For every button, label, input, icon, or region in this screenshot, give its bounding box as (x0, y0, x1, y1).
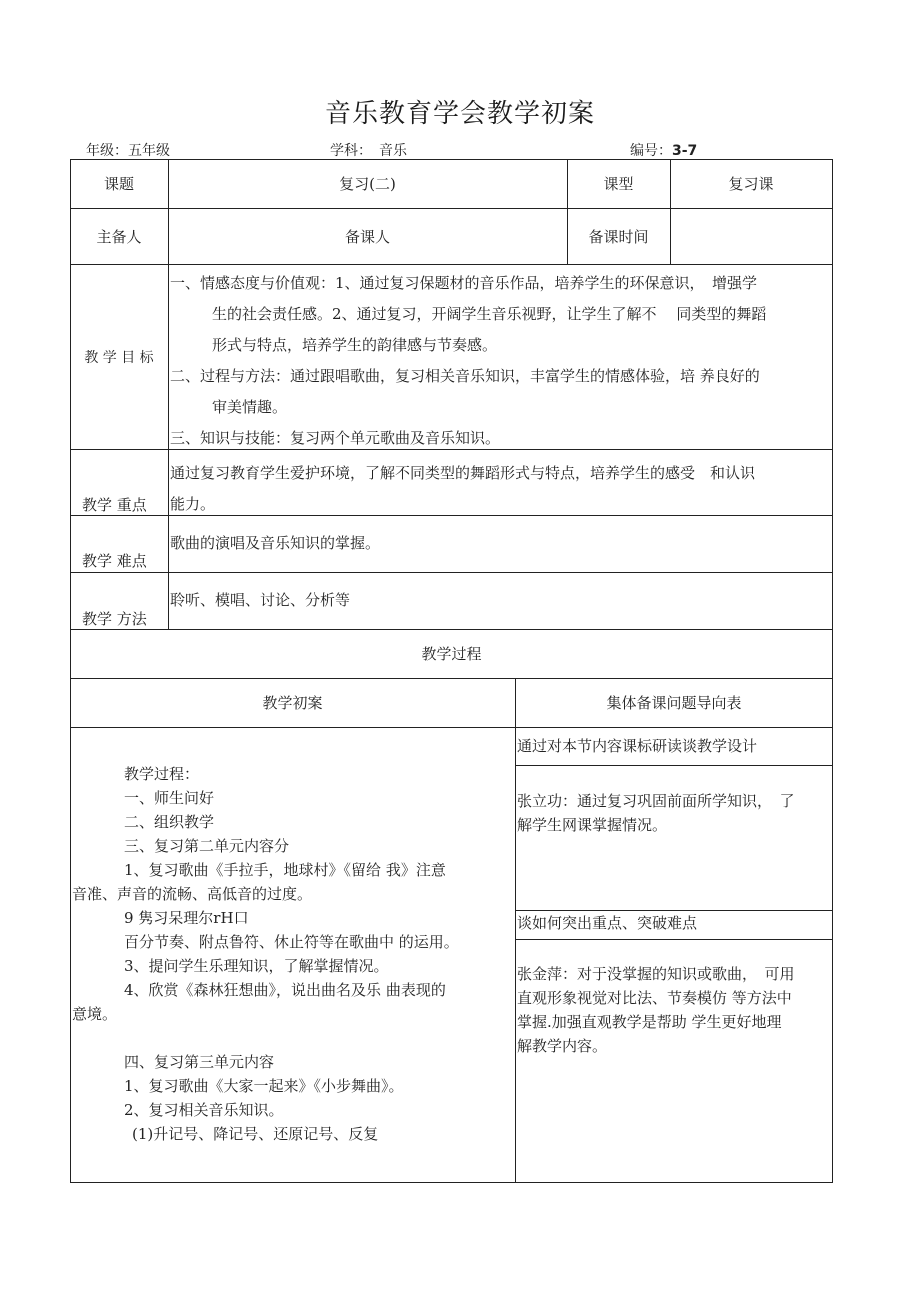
comment-line: 直观形象视觉对比法、节奏模仿 等方法中 (517, 989, 792, 1007)
draft-line: 意境。 (72, 1005, 118, 1023)
table-rule (515, 939, 833, 940)
table-border-bottom (70, 1182, 833, 1183)
method-content: 聆听、模唱、讨论、分析等 (170, 591, 351, 609)
draft-line: 四、复习第三单元内容 (124, 1053, 275, 1071)
draft-line: 1、复习歌曲《手拉手，地球村》《留给 我》注意 (124, 861, 446, 879)
draft-line: 教学过程： (124, 765, 200, 783)
preparer-label: 备课人 (344, 227, 390, 246)
prep-time-value (670, 208, 832, 264)
draft-line: 4、欣赏《森林狂想曲》，说出曲名及乐 曲表现的 (124, 981, 446, 999)
table-rule (70, 572, 833, 573)
comment-line: 张金萍：对于没掌握的知识或歌曲， 可用 (517, 965, 795, 983)
lesson-draft-content (72, 762, 512, 1146)
key-point-line: 通过复习教育学生爱护环境，了解不同类型的舞蹈形式与特点，培养学生的感受 和认识 (170, 464, 756, 482)
process-header: 教学过程 (421, 645, 482, 663)
type-label: 课型 (603, 175, 634, 193)
main-preparer-label: 主备人 (96, 227, 142, 246)
table-rule (70, 264, 833, 265)
draft-line: 2、复习相关音乐知识。 (124, 1101, 284, 1119)
subject-label: 学科： 音乐 (330, 143, 407, 159)
table-rule (70, 727, 833, 728)
comment-line: 张立功：通过复习巩固前面所学知识， 了 (517, 792, 795, 810)
draft-line: 3、提问学生乐理知识，了解掌握情况。 (124, 957, 389, 975)
key-points-content (170, 458, 832, 520)
key-difficulty-prompt: 谈如何突出重点、突破难点 (517, 914, 698, 932)
type-value: 复习课 (728, 175, 774, 193)
comment-zhang-jinping (517, 962, 831, 1058)
comment-line: 解学生网课掌握情况。 (517, 816, 668, 834)
draft-blank-line (72, 1026, 512, 1050)
draft-line: 9 隽习呆理尔rH口 (124, 909, 249, 927)
number-value: 3-7 (672, 143, 698, 159)
goals-label: 教 学 目 标 (84, 349, 154, 366)
page-title: 音乐教育学会教学初案 (324, 99, 595, 129)
draft-line: 三、复习第二单元内容分 (124, 837, 290, 855)
design-discussion-prompt: 通过对本节内容课标研读谈教学设计 (517, 737, 758, 755)
goals-content (170, 268, 832, 454)
goal-line: 二、过程与方法：通过跟唱歌曲，复习相关音乐知识，丰富学生的情感体验，培 养良好的 (170, 367, 760, 385)
goal-line: 三、知识与技能：复习两个单元歌曲及音乐知识。 (170, 429, 501, 447)
comment-line: 解教学内容。 (517, 1037, 608, 1055)
goal-line: 形式与特点，培养学生的韵律感与节奏感。 (212, 336, 498, 354)
grade-label: 年级：五年级 (86, 143, 170, 159)
group-prep-header: 集体备课问题导向表 (606, 694, 742, 712)
key-point-line: 能力。 (170, 495, 216, 513)
difficulty-label: 教学 难点 (82, 552, 147, 570)
number-field (630, 140, 697, 160)
lesson-label: 课题 (103, 175, 134, 193)
table-rule (515, 678, 516, 1183)
goal-line: 审美情趣。 (212, 398, 288, 416)
draft-line: 音准、声音的流畅、高低音的过度。 (72, 885, 313, 903)
lesson-value: 复习(二) (339, 175, 396, 193)
draft-line: 二、组织教学 (124, 813, 215, 831)
key-points-label: 教学 重点 (82, 496, 147, 514)
number-label: 编号： (630, 143, 672, 159)
goal-line: 生的社会责任感。2、通过复习，开阔学生音乐视野，让学生了解不 同类型的舞蹈 (212, 305, 767, 323)
lesson-draft-header: 教学初案 (262, 694, 323, 712)
draft-line: 一、师生问好 (124, 789, 215, 807)
prep-time-label: 备课时间 (588, 227, 649, 246)
comment-line: 掌握.加强直观教学是帮助 学生更好地理 (517, 1013, 782, 1031)
method-label: 教学 方法 (82, 610, 147, 628)
goal-line: 一、情感态度与价值观：1、通过复习保题材的音乐作品，培养学生的环保意识， 增强学 (170, 274, 758, 292)
draft-line: 百分节奏、附点鲁符、休止符等在歌曲中 的运用。 (124, 933, 459, 951)
draft-line: 1、复习歌曲《大家一起来》《小步舞曲》。 (124, 1077, 404, 1095)
difficulty-content: 歌曲的演唱及音乐知识的掌握。 (170, 534, 381, 552)
table-rule (515, 765, 833, 766)
comment-zhang-ligong (517, 789, 831, 837)
draft-line: (1)升记号、降记号、还原记号、反复 (132, 1125, 379, 1143)
